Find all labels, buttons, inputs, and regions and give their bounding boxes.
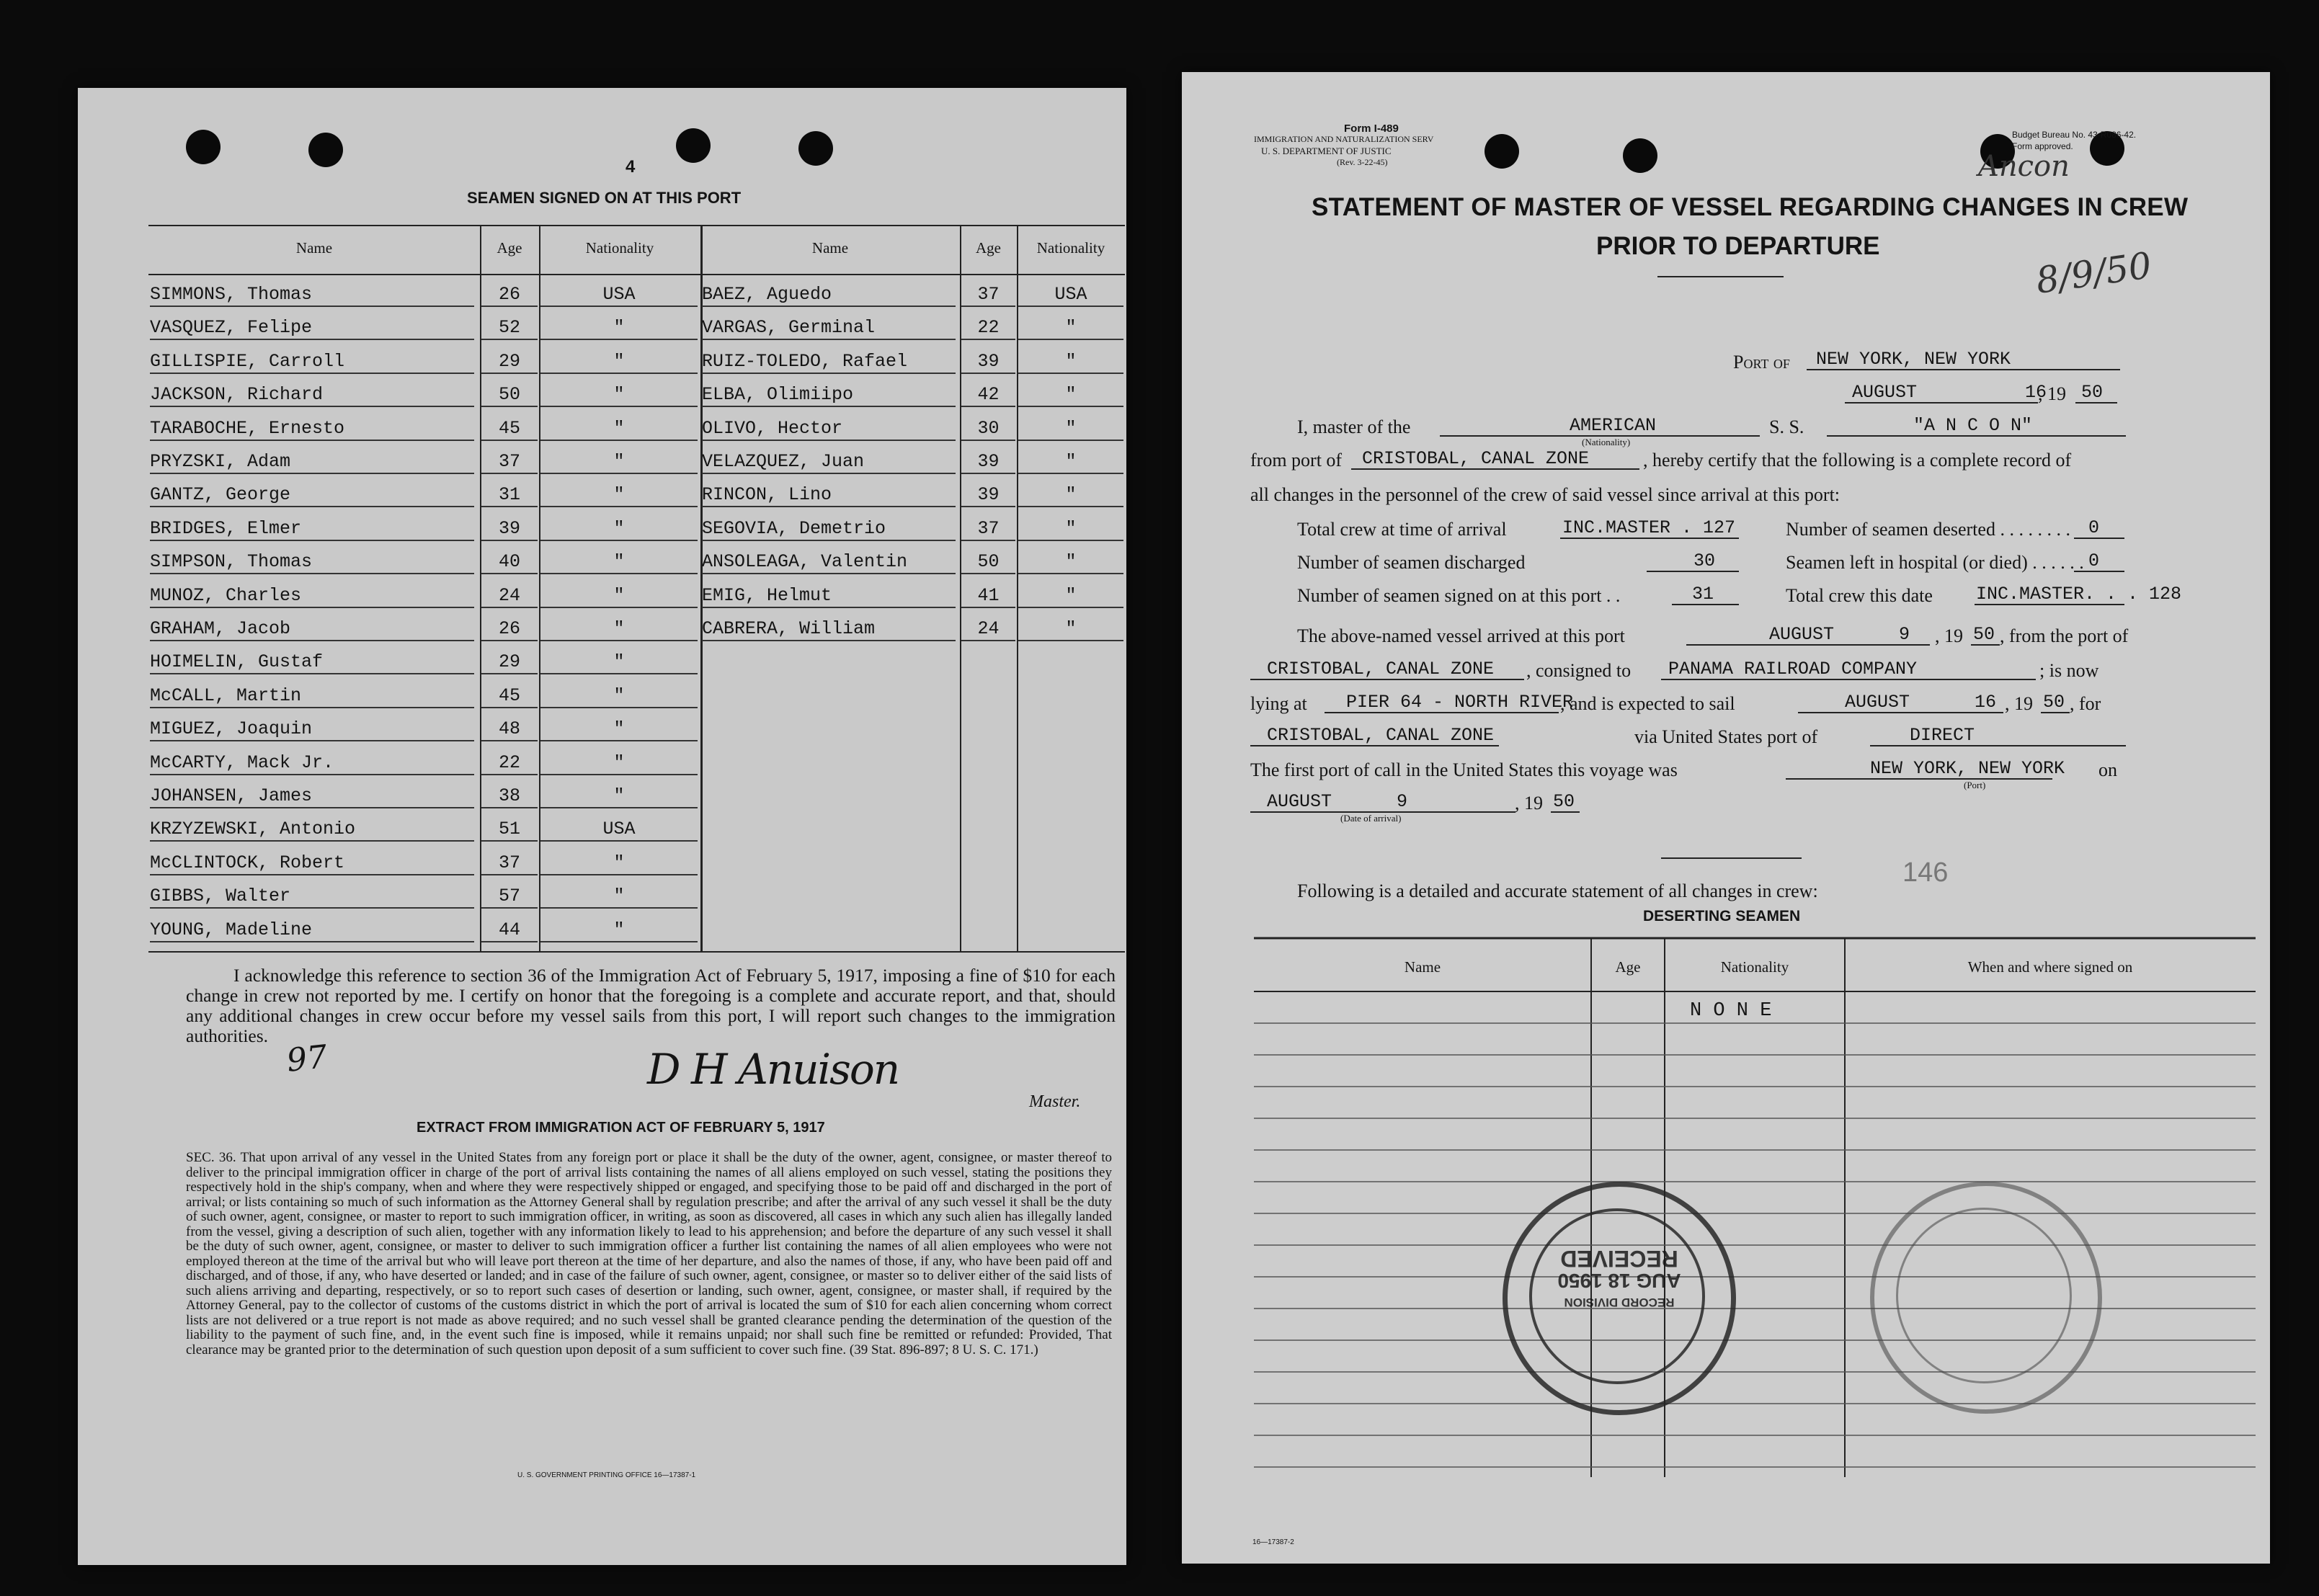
seaman-age: 37 [481,852,538,875]
right-page: Form I-489 IMMIGRATION AND NATURALIZATION SERV U. S. DEPARTMENT OF JUSTIC (Rev. 3-22-45) Budget Bureau No. 43-R086-42. Form approved. Ancon 8/9/50 STATEMENT OF MASTER OF VESSEL REGARDING CHANGES IN CREW PRIOR TO DEPARTURE Port of NEW YORK, NEW YORK AUGUST 16 , 19 50 I, master of the AMERICAN (Nationality) S. S. "A N C O N" from port of CRISTOBAL, CANAL ZONE , hereby certify that the following is a complete record of all changes in the personnel of the crew of said vessel since arrival at this port: Total crew at time of arrival INC.MASTER . 127 Number of seamen deserted . . . . . . . . 0 Number of seamen discharged 30 Seamen left in hospital (or died) . . . . . . 0 Number of seamen signed on at this port . . 31 Total crew this date INC.MASTER. . . 128 The above-named vessel arrived at this port AUGUST 9 , 19 50 , from the port of CRISTOBAL, CANAL ZONE , consigned to PANAMA RAILROAD COMPANY ; is now lying at PIER 64 - NORTH RIVER , and is expected to sail AUGUST 16 , 19 50 , for CRISTOBAL, CANAL ZONE via United States port of DIRECT The first port of call in the United States this voyage was NEW YORK, NEW YORK (Port) on AUGUST 9 , 19 50 (Date of arrival) 146 Following is a detailed and accurate statement of all changes in crew: DESERTING SEAMEN Name Age Nationality When and where signed on N O N E RECORD DIVISION AUG 18 1950 RECEIVED 16—17387-2 [1182,72,2270,1564]
deserting-title: DESERTING SEAMEN [1643,908,1801,924]
seaman-age: 39 [961,451,1015,474]
seaman-age: 57 [481,886,538,909]
arrived-from: CRISTOBAL, CANAL ZONE [1267,659,1495,679]
seaman-name: VASQUEZ, Felipe [150,317,474,340]
seaman-age: 52 [481,317,538,340]
column-header-name: Name [295,239,333,257]
seaman-age: 40 [481,551,538,574]
arrived-year: 50 [1973,624,1995,645]
seaman-name: GRAHAM, Jacob [150,618,474,641]
agency-line-1: IMMIGRATION AND NATURALIZATION SERV [1254,134,1434,144]
seaman-nationality: USA [540,284,698,307]
deserting-entry: N O N E [1690,1000,1772,1022]
punch-hole [676,128,711,163]
seaman-name: VARGAS, Germinal [702,317,956,340]
column-header-age: Age [497,239,522,257]
seaman-age: 26 [481,618,538,641]
arrival-year: 50 [1553,791,1575,812]
total-date-value: INC.MASTER. . . 128 [1976,584,2182,605]
destination: CRISTOBAL, CANAL ZONE [1267,725,1495,746]
agency-line-2: U. S. DEPARTMENT OF JUSTIC [1261,146,1392,156]
seaman-age: 26 [481,284,538,307]
seaman-age: 44 [481,919,538,942]
seaman-nationality: USA [540,819,698,842]
seaman-nationality: " [540,919,698,942]
seaman-name: VELAZQUEZ, Juan [702,451,956,474]
page-footer: 16—17387-2 [1252,1538,1294,1546]
seaman-name: SEGOVIA, Demetrio [702,518,956,541]
column-header-nationality: Nationality [585,239,654,257]
extract-text: SEC. 36. That upon arrival of any vessel in the United States from any foreign port or place it shall be the duty of the owner, agent, consignee, or master thereof to deliver to the principal immigration officer in charge of the port of arrival lists containing the names of all aliens employed on such vessel, stating the positions they respectively hold in the ship's company, when and where they were respectively shipped or engaged, and specifying those to be paid off and discharged in the port of arrival; or lists containing so much of such information as the Attorney General shall by regulation prescribe; and after the arrival of any such vessel it shall be the duty of such owner, agent, consignee, or master to report to such immigration officer, in writing, as soon as discovered, all cases in which any such alien has illegally landed from the vessel, giving a description of such alien, together with any information likely to lead to his apprehension; and before the departure of any such vessel it shall be the duty of such owner, agent, consignee, or master to deliver to such immigration officer a further list containing the names of all alien employees who were not employed thereon at the time of the arrival but who will leave port thereon at the time of her departure, and also the names of those, if any, who have been paid off and discharged, and of those, if any, who have deserted or landed; and in case of the failure of such owner, agent, consignee, or master so to deliver either of the said lists of such aliens arriving and departing, respectively, or so to report such cases of desertion or landing, such owner, agent, consignee, or master shall, if required by the Attorney General, pay to the collector of customs of the customs district in which the port of arrival is located the sum of $10 for each alien concerning whom correct lists are not delivered or a true report is not made as above required; and no such vessel shall be granted clearance pending the determination of the question of the liability to the payment of such fine, and, in the event such fine is imposed, while it remains unpaid; nor shall such fine be remitted or refunded: Provided, That clearance may be granted prior to the determination of such question upon deposit of a sum sufficient to cover such fine. (39 Stat. 896-897; 8 U. S. C. 171.) [186,1150,1112,1358]
seaman-nationality: " [1018,618,1123,641]
sail-date: AUGUST 16 [1845,692,1997,713]
deserting-header-age: Age [1615,958,1641,976]
seaman-nationality: " [540,785,698,808]
seaman-nationality: " [540,585,698,608]
seaman-age: 37 [961,518,1015,541]
arrived-date: AUGUST 9 [1769,624,1910,645]
acknowledgment-text: I acknowledge this reference to section 36 of the Immigration Act of February 5, 1917, imposing a fine of $10 for each change in crew not reported by me. I certify on honor that the foregoing is a complete and accurate report, and that, should any additional changes in crew occur before my vessel sails from this port, I will report such changes to the immigration authorities. [186,965,1116,1046]
hospital-value: 0 [2088,550,2100,571]
form-subtitle: PRIOR TO DEPARTURE [1596,232,1880,260]
seaman-age: 22 [961,317,1015,340]
seaman-nationality: " [540,484,698,507]
column-header-name: Name [811,239,849,257]
form-title: STATEMENT OF MASTER OF VESSEL REGARDING CHANGES IN CREW [1312,193,2189,221]
seaman-nationality: " [540,685,698,708]
sail-year: 50 [2043,692,2065,713]
seaman-age: 31 [481,484,538,507]
seaman-name: ANSOLEAGA, Valentin [702,551,956,574]
master-signature: D H Anuison [647,1045,899,1094]
seaman-age: 51 [481,819,538,842]
seaman-name: HOIMELIN, Gustaf [150,651,474,674]
seaman-name: McCARTY, Mack Jr. [150,752,474,775]
seaman-nationality: " [540,886,698,909]
master-label: Master. [1029,1092,1081,1111]
seaman-nationality: " [540,651,698,674]
seaman-nationality: " [540,384,698,407]
page-number: 4 [626,157,636,177]
deserting-header-name: Name [1404,958,1441,976]
from-port-value: CRISTOBAL, CANAL ZONE [1362,448,1590,469]
pier-location: PIER 64 - NORTH RIVER [1346,692,1574,713]
deserting-header-when-where: When and where signed on [1967,958,2133,976]
seaman-name: PRYZSKI, Adam [150,451,474,474]
stamp-number: 146 [1902,857,1949,888]
seaman-age: 42 [961,384,1015,407]
seaman-nationality: " [1018,384,1123,407]
seaman-nationality: " [1018,585,1123,608]
seaman-nationality: " [1018,418,1123,441]
seaman-age: 50 [961,551,1015,574]
column-header-age: Age [976,239,1001,257]
deserting-header-nationality: Nationality [1720,958,1789,976]
seaman-name: SIMPSON, Thomas [150,551,474,574]
seaman-age: 45 [481,418,538,441]
seaman-age: 30 [961,418,1015,441]
seaman-nationality: " [1018,484,1123,507]
seaman-age: 45 [481,685,538,708]
seaman-age: 48 [481,718,538,741]
seaman-name: GANTZ, George [150,484,474,507]
punch-hole [1623,138,1657,173]
via-port: DIRECT [1910,725,1975,746]
seaman-name: JACKSON, Richard [150,384,474,407]
seaman-age: 29 [481,651,538,674]
seaman-nationality: " [1018,551,1123,574]
seaman-name: CABRERA, William [702,618,956,641]
port-label: Port of [1733,352,1790,373]
seaman-name: MUNOZ, Charles [150,585,474,608]
signed-on-value: 31 [1692,584,1714,605]
deserting-table [1254,937,2256,1477]
seaman-name: GIBBS, Walter [150,886,474,909]
seaman-nationality: " [1018,351,1123,374]
seaman-age: 24 [481,585,538,608]
date-value: AUGUST 16 [1852,382,2047,403]
column-header-nationality: Nationality [1036,239,1105,257]
extract-title: EXTRACT FROM IMMIGRATION ACT OF FEBRUARY 5, 1917 [417,1120,825,1136]
page-footer: U. S. GOVERNMENT PRINTING OFFICE 16—17387-1 [517,1471,696,1479]
seaman-nationality: " [540,351,698,374]
seaman-nationality: USA [1018,284,1123,307]
faded-stamp [1870,1182,2102,1414]
vessel-name: "A N C O N" [1913,415,2033,436]
budget-bureau: Budget Bureau No. 43-R086-42. [2012,130,2137,140]
nationality-value: AMERICAN [1570,415,1657,436]
seaman-name: GILLISPIE, Carroll [150,351,474,374]
revision-date: (Rev. 3-22-45) [1337,157,1388,167]
seaman-name: TARABOCHE, Ernesto [150,418,474,441]
port-value: NEW YORK, NEW YORK [1816,349,2011,370]
received-stamp: RECORD DIVISION AUG 18 1950 RECEIVED [1503,1182,1736,1415]
arrival-date: AUGUST 9 [1267,791,1408,812]
seaman-name: YOUNG, Madeline [150,919,474,942]
seamen-table [148,225,1125,953]
seaman-name: OLIVO, Hector [702,418,956,441]
consignee: PANAMA RAILROAD COMPANY [1668,659,1918,679]
punch-hole [1485,134,1519,169]
seaman-nationality: " [1018,317,1123,340]
seaman-nationality: " [540,418,698,441]
seaman-name: ELBA, Olimiipo [702,384,956,407]
handwritten-date: 8/9/50 [2033,244,2155,302]
punch-hole [308,133,343,167]
form-number: Form I-489 [1344,122,1399,135]
seaman-nationality: " [540,518,698,541]
form-approved: Form approved. [2012,141,2073,151]
seaman-nationality: " [540,451,698,474]
seaman-age: 29 [481,351,538,374]
seaman-name: BRIDGES, Elmer [150,518,474,541]
seaman-name: MIGUEZ, Joaquin [150,718,474,741]
seaman-age: 37 [961,284,1015,307]
seaman-age: 22 [481,752,538,775]
seaman-nationality: " [540,618,698,641]
seaman-name: McCALL, Martin [150,685,474,708]
seaman-name: RINCON, Lino [702,484,956,507]
seaman-nationality: " [540,852,698,875]
seaman-age: 38 [481,785,538,808]
seaman-nationality: " [1018,518,1123,541]
seaman-age: 39 [961,351,1015,374]
deserted-value: 0 [2088,517,2100,538]
seaman-name: SIMMONS, Thomas [150,284,474,307]
punch-hole [186,130,221,164]
seaman-name: JOHANSEN, James [150,785,474,808]
seaman-name: McCLINTOCK, Robert [150,852,474,875]
handwritten-mark: 97 [285,1038,329,1079]
seaman-nationality: " [1018,451,1123,474]
handwritten-vessel: Ancon [1978,150,2070,183]
seaman-name: KRZYZEWSKI, Antonio [150,819,474,842]
seaman-age: 37 [481,451,538,474]
seaman-nationality: " [540,718,698,741]
seaman-nationality: " [540,752,698,775]
left-page [78,88,1126,1565]
discharged-value: 30 [1693,550,1716,571]
section-title: SEAMEN SIGNED ON AT THIS PORT [467,189,742,207]
date-year: 50 [2081,382,2104,403]
seaman-nationality: " [540,317,698,340]
seaman-age: 24 [961,618,1015,641]
seaman-age: 41 [961,585,1015,608]
first-port: NEW YORK, NEW YORK [1870,758,2065,779]
seaman-age: 39 [481,518,538,541]
seaman-name: EMIG, Helmut [702,585,956,608]
seaman-name: BAEZ, Aguedo [702,284,956,307]
seaman-nationality: " [540,551,698,574]
seaman-age: 50 [481,384,538,407]
total-arrival-value: INC.MASTER . 127 [1562,517,1736,538]
seaman-name: RUIZ-TOLEDO, Rafael [702,351,956,374]
seaman-age: 39 [961,484,1015,507]
punch-hole [798,131,833,166]
